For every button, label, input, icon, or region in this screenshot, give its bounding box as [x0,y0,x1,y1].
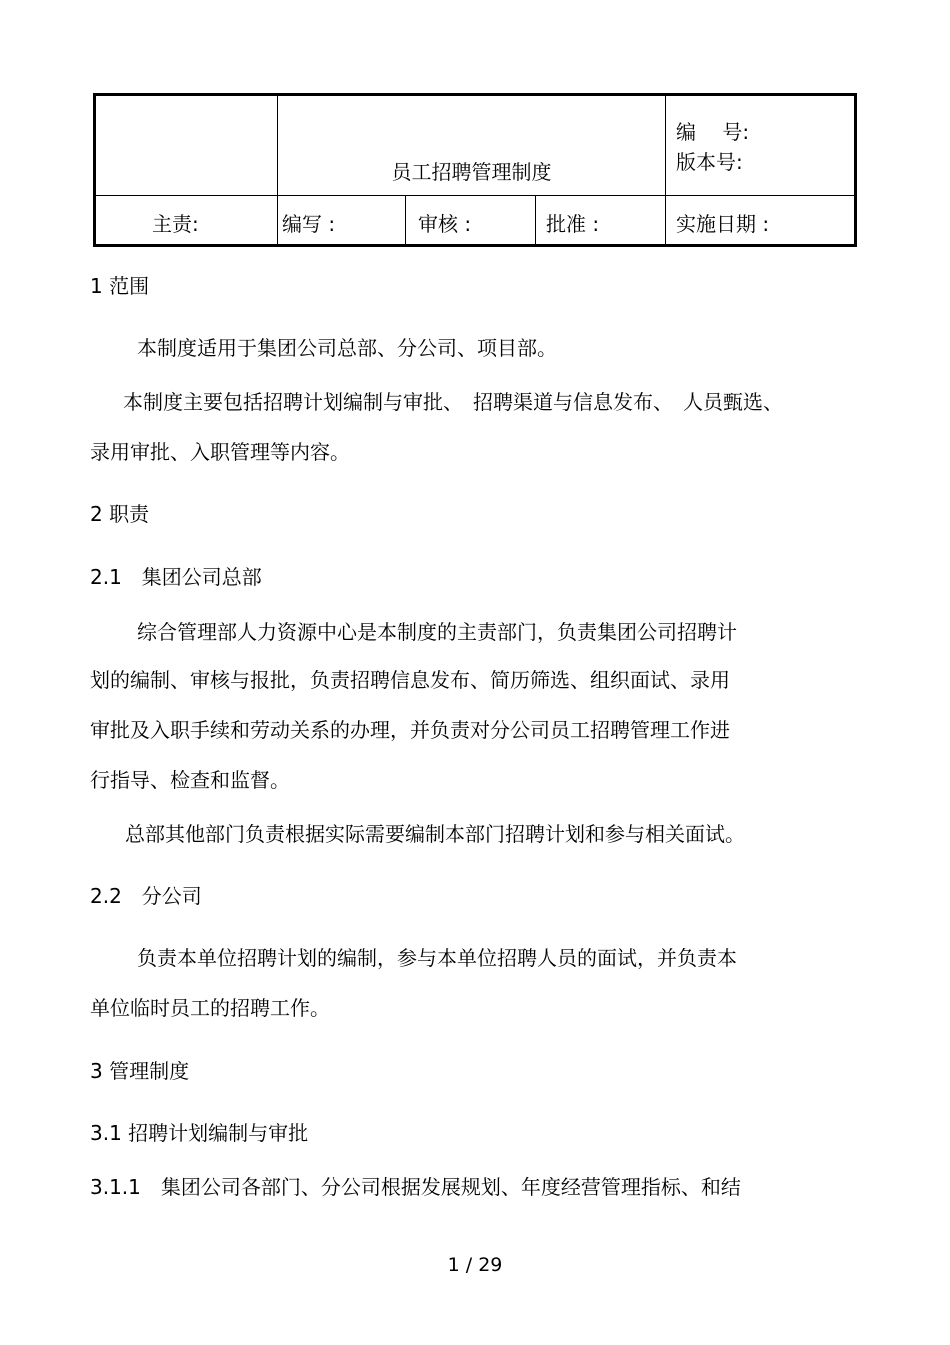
paragraph-line: 审批及入职手续和劳动关系的办理，并负责对分公司员工招聘管理工作进 [90,718,730,742]
subsection-heading: 2.1 集团公司总部 [90,565,262,589]
paragraph-line: 单位临时员工的招聘工作。 [90,996,330,1020]
paragraph-line: 录用审批、入职管理等内容。 [90,440,350,464]
reviewer-label: 审核 : [418,212,472,236]
paragraph-line: 总部其他部门负责根据实际需要编制本部门招聘计划和参与相关面试。 [125,822,745,846]
author-label: 编写 : [282,212,336,236]
section-heading: 3 管理制度 [90,1059,190,1083]
table-divider [665,96,666,244]
doc-number-label: 编 号: [676,120,750,144]
paragraph-line: 行指导、检查和监督。 [90,768,290,792]
effective-date-label: 实施日期 : [676,212,770,236]
paragraph-line: 综合管理部人力资源中心是本制度的主责部门，负责集团公司招聘计 [137,620,737,644]
approver-label: 批准 : [546,212,600,236]
owner-label: 主责: [152,212,199,236]
page-number: 1 / 29 [447,1254,503,1276]
paragraph-line: 划的编制、审核与报批，负责招聘信息发布、简历筛选、组织面试、录用 [90,668,730,692]
table-divider [405,195,406,244]
paragraph-line: 本制度适用于集团公司总部、分公司、项目部。 [137,336,557,360]
subsection-heading: 2.2 分公司 [90,884,202,908]
table-divider [535,195,536,244]
document-title: 员工招聘管理制度 [391,160,552,184]
paragraph-line: 3.1.1 集团公司各部门、分公司根据发展规划、年度经营管理指标、和结 [90,1175,741,1199]
table-divider [96,195,854,196]
header-table [93,93,857,247]
subsection-heading: 3.1 招聘计划编制与审批 [90,1121,309,1145]
version-label: 版本号: [676,150,743,174]
paragraph-line: 本制度主要包括招聘计划编制与审批、 招聘渠道与信息发布、 人员甄选、 [123,390,783,414]
section-heading: 1 范围 [90,274,150,298]
section-heading: 2 职责 [90,502,150,526]
paragraph-line: 负责本单位招聘计划的编制，参与本单位招聘人员的面试，并负责本 [137,946,737,970]
